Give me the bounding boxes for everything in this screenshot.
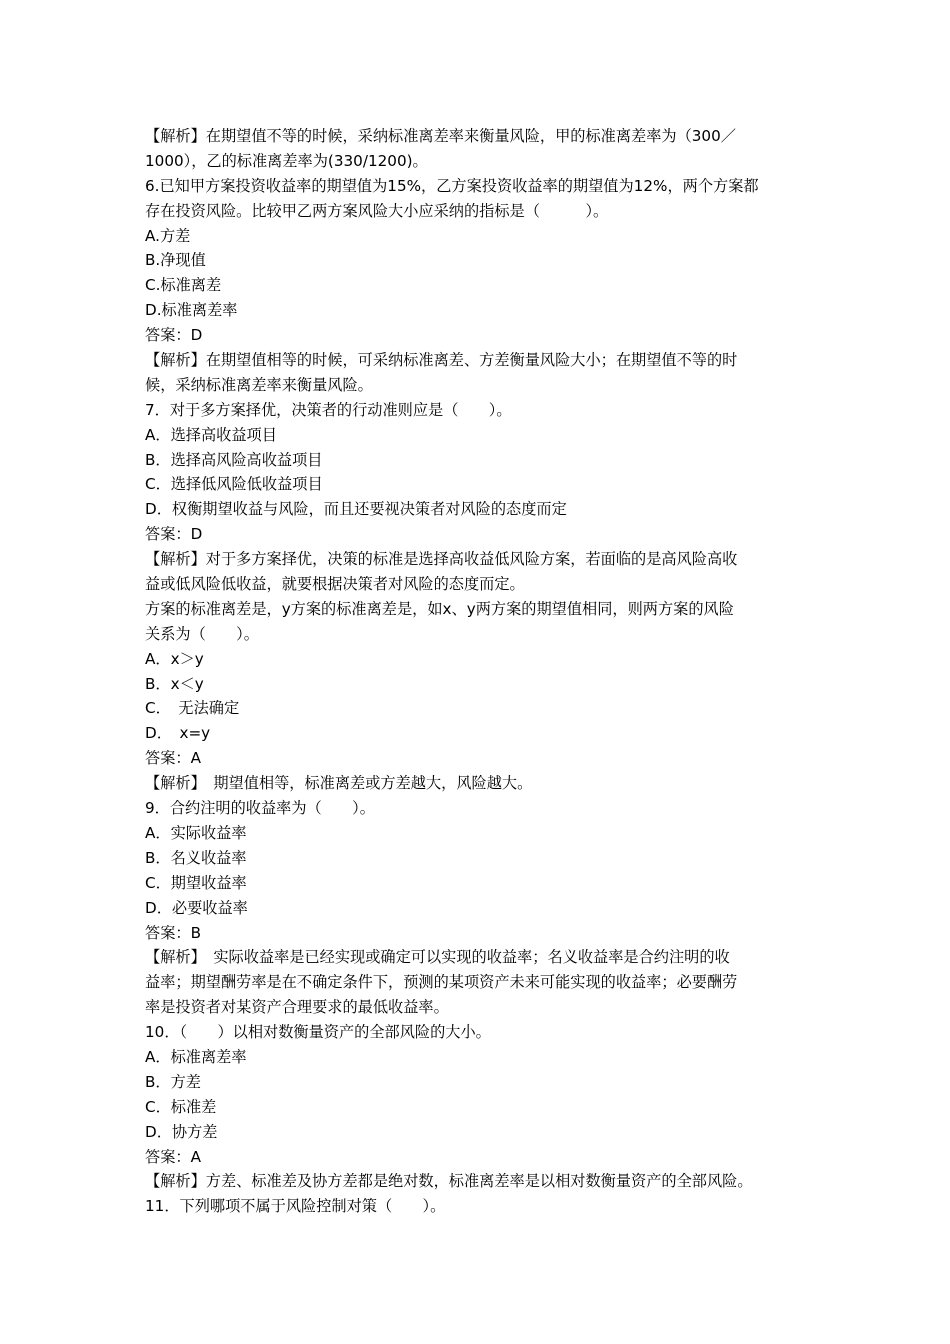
answer-line: 答案：A [145,1147,201,1166]
question-line: 关系为（ ）。 [145,624,259,643]
question-line: 10．（ ）以相对数衡量资产的全部风险的大小。 [145,1023,491,1042]
option-line: B．方差 [145,1072,201,1091]
option-line: A．标准离差率 [145,1047,247,1066]
option-line: B.净现值 [145,251,206,270]
option-line: B．x＜y [145,674,204,693]
question-line: 方案的标准离差是，y方案的标准离差是，如x、y两方案的期望值相同，则两方案的风险 [145,599,734,618]
question-line: 7．对于多方案择优，决策者的行动准则应是（ ）。 [145,400,512,419]
answer-line: 答案：D [145,525,203,544]
option-line: A.方差 [145,226,191,245]
analysis-line: 益或低风险低收益，就要根据决策者对风险的态度而定。 [145,575,525,594]
document-body [145,124,815,1219]
answer-line: 答案：A [145,749,201,768]
analysis-line: 【解析】对于多方案择优，决策的标准是选择高收益低风险方案，若面临的是高风险高收 [145,550,738,569]
option-line: C.标准离差 [145,276,222,295]
question-line: 存在投资风险。比较甲乙两方案风险大小应采纳的指标是（ ）。 [145,201,609,220]
question-line: 6.已知甲方案投资收益率的期望值为15%，乙方案投资收益率的期望值为12%，两个方案都 [145,176,759,195]
option-line: C．选择低风险低收益项目 [145,475,323,494]
option-line: B．选择高风险高收益项目 [145,450,323,469]
analysis-line: 【解析】在期望值不等的时候，采纳标准离差率来衡量风险，甲的标准离差率为（300／ [145,127,736,145]
option-line: D． x=y [145,724,211,743]
option-line: D．协方差 [145,1122,218,1141]
option-line: A．x＞y [145,649,204,668]
analysis-line: 【解析】方差、标准差及协方差都是绝对数，标准离差率是以相对数衡量资产的全部风险。 [145,1172,753,1191]
option-line: C． 无法确定 [145,699,240,718]
question-line: 9．合约注明的收益率为（ ）。 [145,799,375,818]
option-line: C．标准差 [145,1097,217,1116]
answer-line: 答案：B [145,923,201,942]
analysis-line: 率是投资者对某资产合理要求的最低收益率。 [145,998,449,1017]
question-line: 11．下列哪项不属于风险控制对策（ ）。 [145,1197,446,1216]
option-line: D．必要收益率 [145,898,248,917]
analysis-line: 益率；期望酬劳率是在不确定条件下，预测的某项资产未来可能实现的收益率；必要酬劳 [145,973,738,992]
analysis-line: 1000），乙的标准离差率为(330/1200)。 [145,151,428,170]
option-line: B．名义收益率 [145,848,247,867]
option-line: A．实际收益率 [145,823,247,842]
option-line: A．选择高收益项目 [145,425,277,444]
analysis-line: 【解析】 期望值相等，标准离差或方差越大，风险越大。 [145,774,533,793]
option-line: C．期望收益率 [145,873,247,892]
analysis-line: 【解析】 实际收益率是已经实现或确定可以实现的收益率；名义收益率是合约注明的收 [145,948,730,967]
option-line: D．权衡期望收益与风险，而且还要视决策者对风险的态度而定 [145,500,567,519]
option-line: D.标准离差率 [145,301,238,320]
analysis-line: 候，采纳标准离差率来衡量风险。 [145,375,373,394]
answer-line: 答案：D [145,326,203,345]
analysis-line: 【解析】在期望值相等的时候，可采纳标准离差、方差衡量风险大小；在期望值不等的时 [145,351,738,370]
